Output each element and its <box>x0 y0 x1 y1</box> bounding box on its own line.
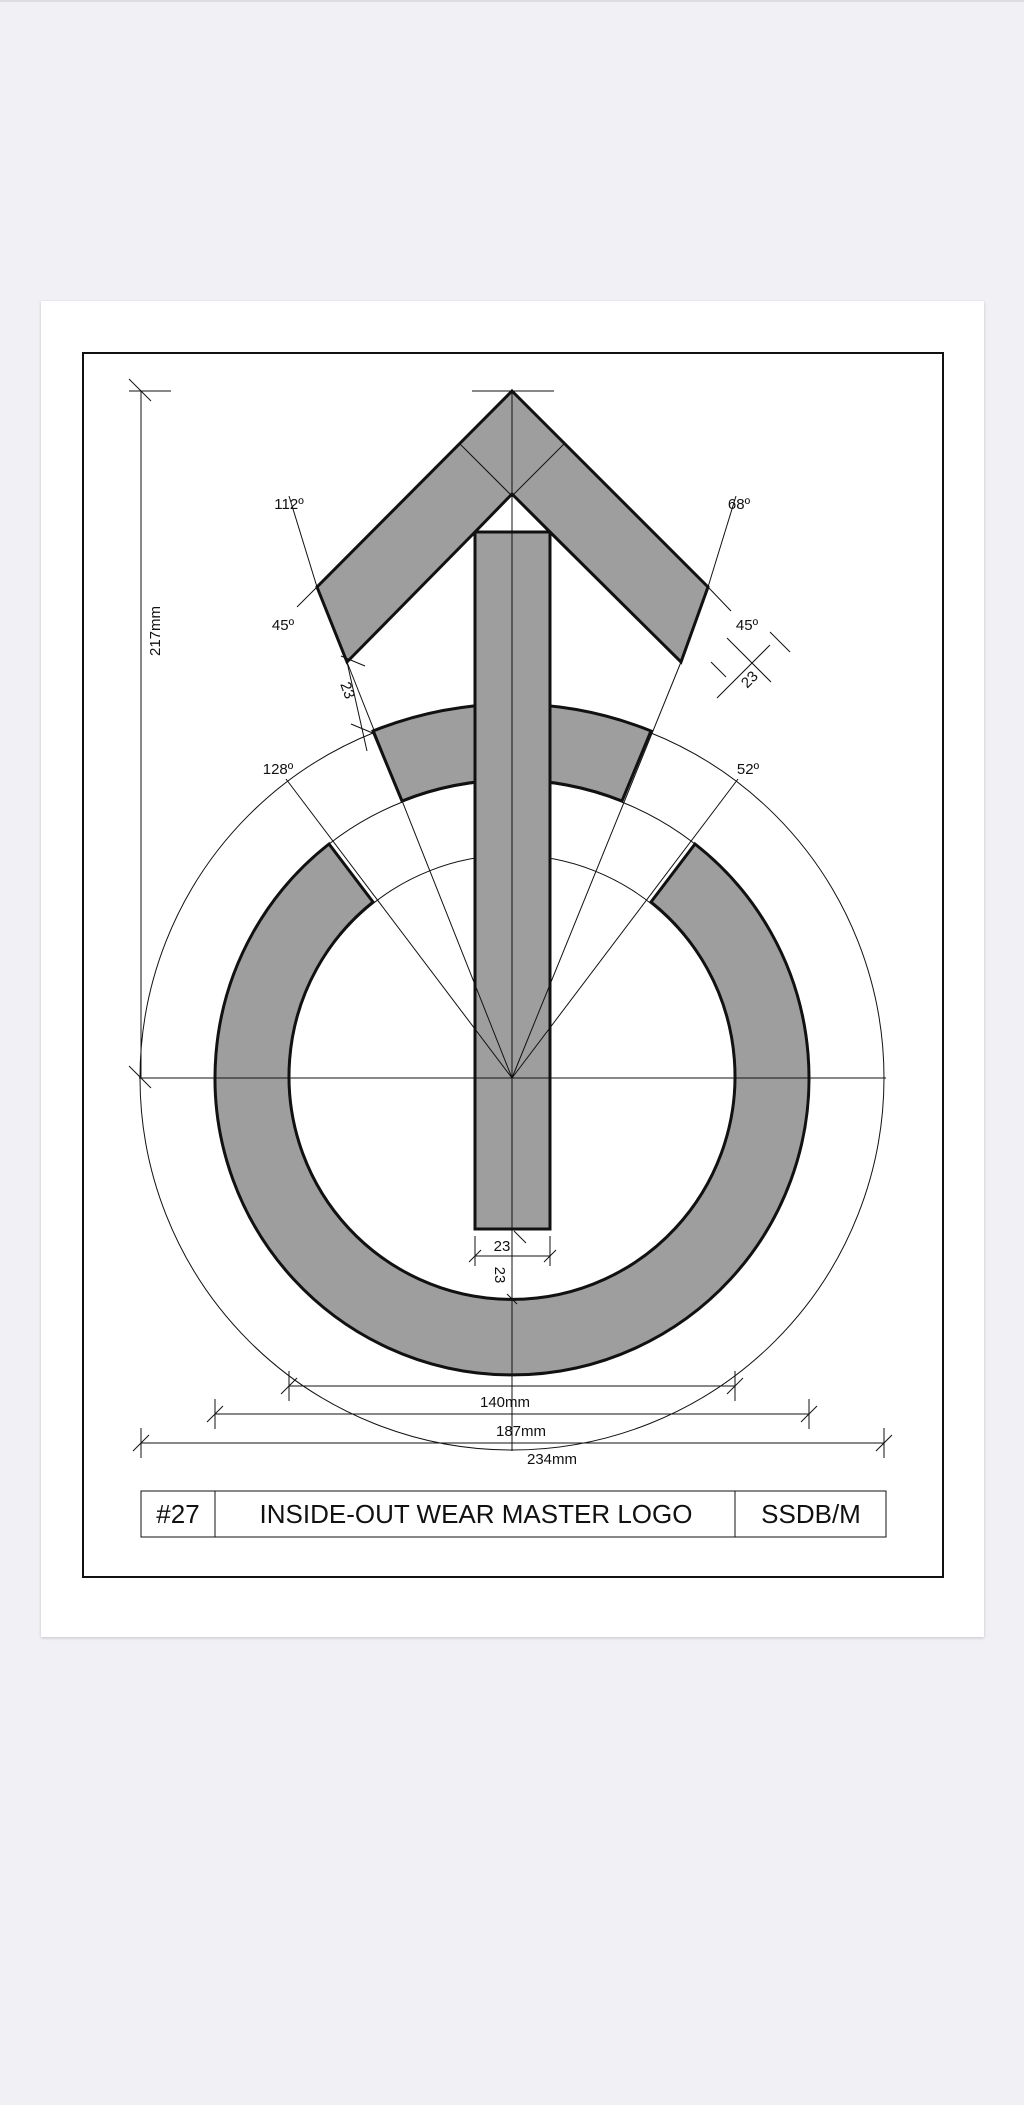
angle-label-112: 112º <box>274 496 304 513</box>
angle-label-45-right: 45º <box>735 617 759 634</box>
dimension-arm-width-right-label: 23 <box>737 667 762 692</box>
dimension-height-label: 217mm <box>147 605 164 657</box>
drawing-sheet <box>41 301 984 1637</box>
angle-label-45-left: 45º <box>271 617 295 634</box>
angle-label-52: 52º <box>736 761 760 778</box>
dimension-construction-diameter-label: 234mm <box>526 1451 578 1468</box>
dimension-shaft-width-label: 23 <box>493 1238 511 1255</box>
title-block-code: SSDB/M <box>761 1499 861 1529</box>
dimension-outer-diameter-label: 187mm <box>495 1423 547 1440</box>
angle-label-128: 128º <box>262 761 294 778</box>
title-block-number: #27 <box>156 1499 200 1529</box>
top-status-strip <box>0 0 1024 2</box>
technical-drawing <box>41 301 984 1637</box>
dimension-inner-diameter-label: 140mm <box>479 1394 531 1411</box>
dimension-shaft-gap-label: 23 <box>491 1266 508 1284</box>
angle-label-68: 68º <box>727 496 751 513</box>
construction-lines <box>139 391 886 1451</box>
title-block-title: INSIDE-OUT WEAR MASTER LOGO <box>259 1499 693 1529</box>
dimension-height <box>129 379 171 1088</box>
dimension-arm-width-left-label: 23 <box>336 679 359 702</box>
